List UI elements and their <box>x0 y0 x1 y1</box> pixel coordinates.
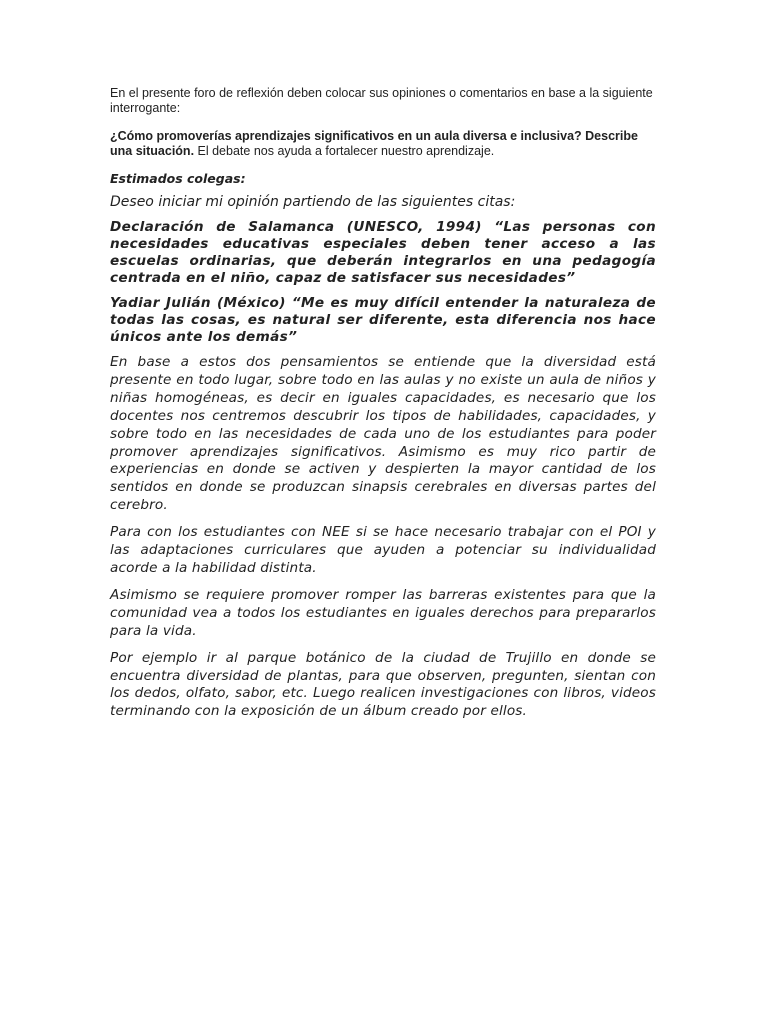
quote-salamanca: Declaración de Salamanca (UNESCO, 1994) “Las personas con necesidades educativas especiales deben tener acceso a las escuelas ordinarias, que deberán integrarlos en una pedagogía centrada en el niño, capaz de satisfacer sus necesidades” <box>110 219 656 286</box>
body-paragraph: Por ejemplo ir al parque botánico de la ciudad de Trujillo en donde se encuentra diversidad de plantas, para que observen, pregunten, sientan con los dedos, olfato, sabor, etc. Luego realicen investigaciones con libros, videos terminando con la exposición de un álbum creado por ellos. <box>110 649 656 720</box>
lead-sentence: Deseo iniciar mi opinión partiendo de las siguientes citas: <box>110 194 516 210</box>
question-bold-text: ¿Cómo promoverías aprendizajes significativos en un aula diversa e inclusiva? Describe una situación. <box>110 129 638 158</box>
greeting: Estimados colegas: <box>110 171 246 186</box>
body-paragraph: Asimismo se requiere promover romper las barreras existentes para que la comunidad vea a todos los estudiantes en iguales derechos para prepararlos para la vida. <box>110 586 656 639</box>
forum-question <box>110 129 656 159</box>
intro-text: En el presente foro de reflexión deben colocar sus opiniones o comentarios en base a la siguiente interrogante: <box>110 86 653 115</box>
body-paragraph: Para con los estudiantes con NEE si se hace necesario trabajar con el POI y las adaptaciones curriculares que ayuden a potenciar su individualidad acorde a la habilidad distinta. <box>110 524 656 576</box>
question-rest-text: El debate nos ayuda a fortalecer nuestro aprendizaje. <box>194 144 495 158</box>
quote-yadiar-julian: Yadiar Julián (México) “Me es muy difícil entender la naturaleza de todas las cosas, es natural ser diferente, esta diferencia nos hace únicos ante los demás” <box>110 295 656 345</box>
body-paragraph: En base a estos dos pensamientos se entiende que la diversidad está presente en todo lugar, sobre todo en las aulas y no existe un aula de niños y niñas homogéneas, es decir en iguales capacidades, es necesario que los docentes nos centremos descubrir los tipos de habilidades, capacidades, y sobre todo en las necesidades de cada uno de los estudiantes para poder promover aprendizajes significativos. Asimismo es muy rico partir de experiencias en donde se activen y despierten la mayor cantidad de los sentidos en donde se produzcan sinapsis cerebrales en diversas partes del cerebro. <box>110 354 656 514</box>
document-page <box>110 86 656 730</box>
